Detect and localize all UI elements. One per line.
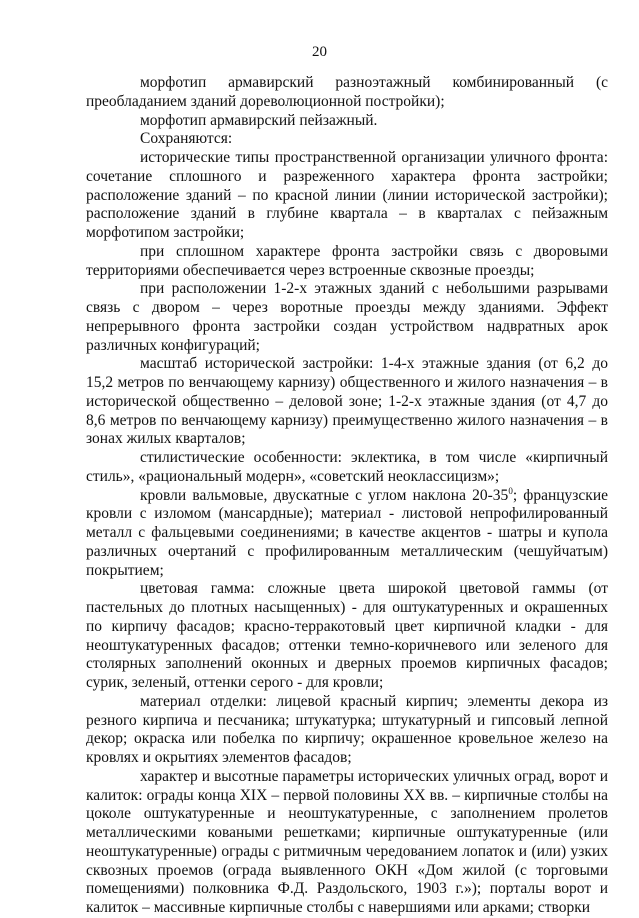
paragraph-fences-gates: характер и высотные параметры исторических уличных оград, ворот и калиток: ограды конца XIX – первой половины XX вв. – кирпичные столбы на цоколе оштукатуренные и неоштукатуренные, с заполнением пролетов металлическими коваными решетками; кирпичные оштукатуренные (или неоштукатуренные) ограды с ритмичным чередованием лопаток и (или) узких сквозных проемов (ограда выявленного ОКН «Дом жилой (с торговыми помещениями) полковника Ф.Д. Раздольского, 1903 г.»); порталы ворот и калиток – массивные кирпичные столбы с навершиями или арками; створки <box>86 767 608 916</box>
paragraph-morphotype-landscape: морфотип армавирский пейзажный. <box>140 111 378 129</box>
document-body <box>86 74 608 918</box>
paragraph-continuous-front: при сплошном характере фронта застройки связь с дворовыми территориями обеспечивается через встроенные сквозные проезды; <box>86 242 608 279</box>
degree-superscript: 0 <box>508 485 513 496</box>
paragraph-gate-passages: при расположении 1-2-х этажных зданий с небольшими разрывами связь с двором – через воротные проезды между зданиями. Эффект непрерывного фронта застройки создан устройством надвратных арок различных конфигураций; <box>86 280 608 354</box>
paragraph-color-palette: цветовая гамма: сложные цвета широкой цветовой гаммы (от пастельных до плотных насыщенных) - для оштукатуренных и окрашенных по кирпичу фасадов; красно-терракотовый цвет кирпичной кладки - для неоштукатуренных фасадов; оттенки темно-коричневого или зеленого для столярных заполнений оконных и дверных проемов кирпичных фасадов; сурик, зеленый, оттенки серого - для кровли; <box>86 580 608 691</box>
paragraph-style: стилистические особенности: эклектика, в том числе «кирпичный стиль», «рациональный модерн», «советский неоклассицизм»; <box>86 449 608 485</box>
paragraph-preserved-heading: Сохраняются: <box>140 130 233 148</box>
roofs-text-before: кровли вальмовые, двускатные с углом наклона 20-35 <box>140 486 509 504</box>
roofs-text-after: ; французские кровли с изломом (мансардные); материал - листовой непрофилированный металл с фальцевыми соединениями; в качестве акцентов - шатры и купола различных очертаний с профилированным металлическим (чешуйчатым) покрытием; <box>86 486 609 579</box>
paragraph-street-front-types: исторические типы пространственной организации уличного фронта: сочетание сплошного и разреженного характера фронта застройки; расположение зданий – по красной линии (линии исторической застройки); расположение зданий в глубине квартала – в кварталах с пейзажным морфотипом застройки; <box>86 149 608 241</box>
paragraph-scale: масштаб исторической застройки: 1-4-х этажные здания (от 6,2 до 15,2 метров по венчающему карнизу) общественного и жилого назначения – в исторической общественно – деловой зоне; 1-2-х этажные здания (от 4,7 до 8,6 метров по венчающему карнизу) преимущественно жилого назначения – в зонах жилых кварталов; <box>86 355 608 448</box>
paragraph-roofs <box>86 487 608 581</box>
paragraph-finishing-materials: материал отделки: лицевой красный кирпич; элементы декора из резного кирпича и песчаника; штукатурка; штукатурный и гипсовый лепной декор; окраска или побелка по кирпичу; окрашенное кровельное железо на кровлях и окрытиях элементов фасадов; <box>86 692 608 766</box>
page-number: 20 <box>312 44 327 60</box>
paragraph-morphotype-combined: морфотип армавирский разноэтажный комбинированный (с преобладанием зданий дореволюционной постройки); <box>86 74 608 110</box>
